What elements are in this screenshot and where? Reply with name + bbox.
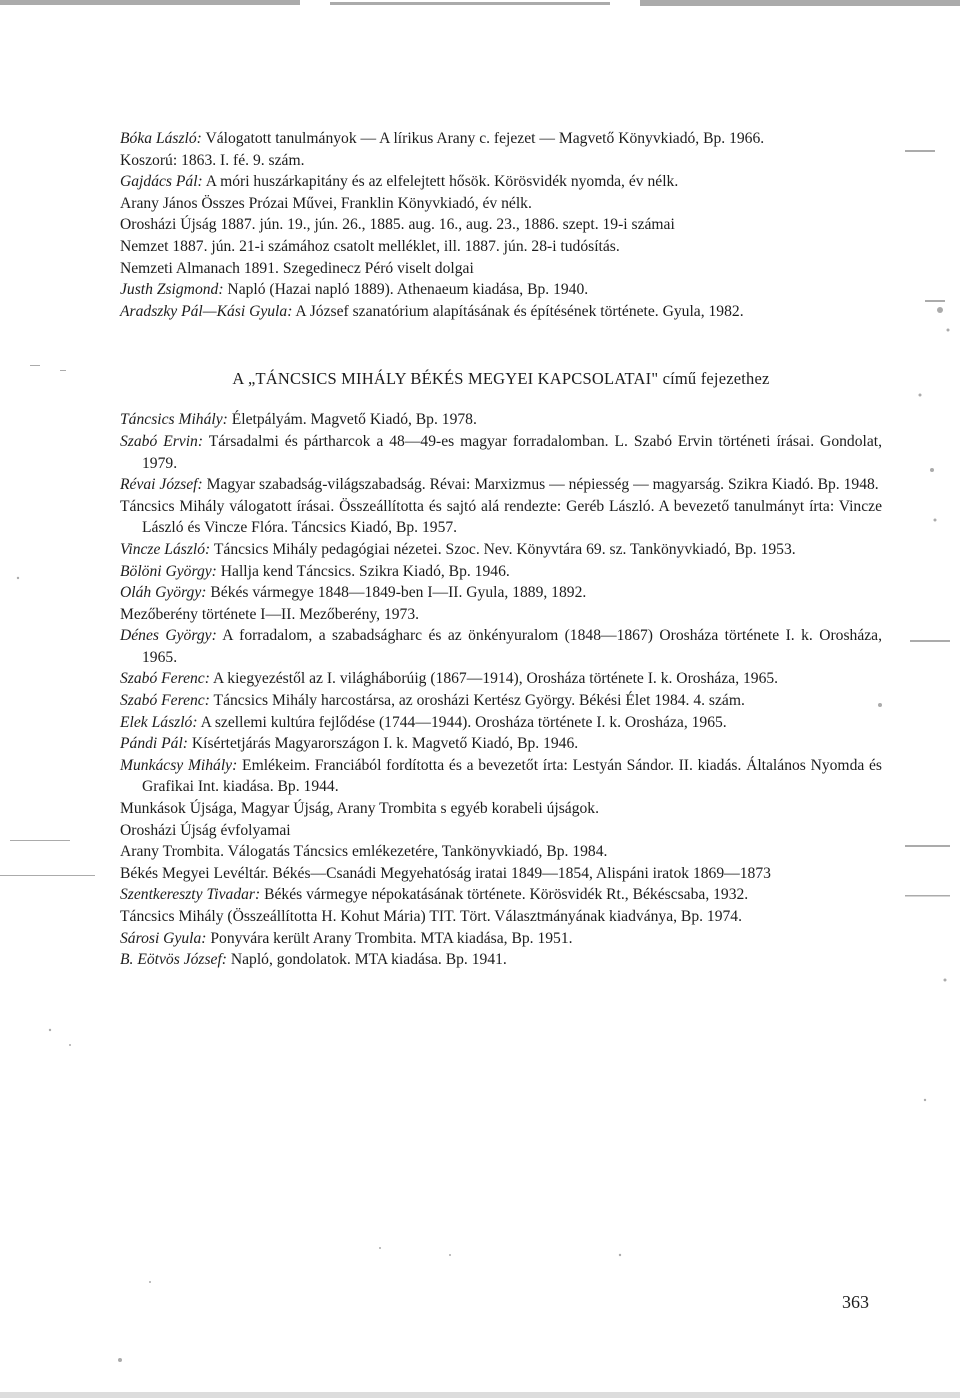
entry-author: Szabó Ervin: <box>120 432 204 450</box>
page-number: 363 <box>842 1292 869 1312</box>
bibliography-section-2 <box>120 409 882 970</box>
entry-text: Mezőberény története I—II. Mezőberény, 1973. <box>120 605 420 623</box>
entry-text: Békés vármegye népokatásának története. Körösvidék Rt., Békéscsaba, 1932. <box>260 886 749 904</box>
bibliography-entry <box>120 409 882 431</box>
bibliography-entry <box>120 128 882 150</box>
bibliography-section-1 <box>120 128 882 322</box>
bibliography-entry <box>120 884 882 906</box>
entry-text: A forradalom, a szabadságharc és az önkényuralom (1848—1867) Orosháza története I. k. Orosháza, 1965. <box>142 627 882 666</box>
bibliography-entry <box>120 236 882 258</box>
entry-text: Orosházi Újság 1887. jún. 19., jún. 26., 1885. aug. 16., aug. 23., 1886. szept. 19-i számai <box>120 216 675 234</box>
entry-author: B. Eötvös József: <box>120 951 227 969</box>
entry-author: Pándi Pál: <box>120 735 188 753</box>
entry-author: Táncsics Mihály: <box>120 411 228 429</box>
bibliography-entry <box>120 906 882 928</box>
entry-text: Táncsics Mihály válogatott írásai. Összeállította és sajtó alá rendezte: Geréb László. A bevezető tanulmányt írta: Vincze László és Vincze Flóra. Táncsics Kiadó, Bp. 1957. <box>120 497 882 537</box>
bibliography-entry <box>120 625 882 668</box>
bibliography-entry <box>120 496 882 539</box>
bibliography-entry <box>120 431 882 474</box>
entry-text: Békés Megyei Levéltár. Békés—Csanádi Megyehatóság iratai 1849—1854, Alispáni iratok 1869—1873 <box>120 864 771 882</box>
bibliography-entry <box>120 258 882 280</box>
entry-author: Dénes György: <box>120 627 217 645</box>
bibliography-entry <box>120 474 882 496</box>
entry-author: Bóka László: <box>120 130 202 147</box>
bibliography-entry <box>120 668 882 690</box>
entry-text: A József szanatórium alapításának és építésének története. Gyula, 1982. <box>292 302 744 320</box>
entry-text: Arany Trombita. Válogatás Táncsics emlékezetére, Tankönyvkiadó, Bp. 1984. <box>120 843 608 861</box>
bibliography-entry <box>120 733 882 755</box>
bibliography-entry <box>120 841 882 863</box>
entry-text: Kísértetjárás Magyarországon I. k. Magvető Kiadó, Bp. 1946. <box>188 735 579 753</box>
entry-text: Munkások Újsága, Magyar Újság, Arany Trombita s egyéb korabeli újságok. <box>120 800 600 818</box>
bibliography-entry <box>120 150 882 172</box>
entry-text: Nemzet 1887. jún. 21-i számához csatolt melléklet, ill. 1887. jún. 28-i tudósítás. <box>120 237 620 255</box>
entry-author: Vincze László: <box>120 540 211 558</box>
entry-text: Koszorú: 1863. I. fé. 9. szám. <box>120 151 305 169</box>
bibliography-entry <box>120 539 882 561</box>
entry-author: Gajdács Pál: <box>120 173 203 191</box>
entry-text: Táncsics Mihály harcostársa, az orosházi Kertész György. Békési Élet 1984. 4. szám. <box>209 692 745 710</box>
entry-author: Bölöni György: <box>120 562 217 580</box>
bibliography-entry <box>120 690 882 712</box>
bibliography-entry <box>120 561 882 583</box>
bibliography-entry <box>120 193 882 215</box>
entry-author: Révai József: <box>120 476 203 494</box>
entry-text: A móri huszárkapitány és az elfelejtett hősök. Körösvidék nyomda, év nélk. <box>202 173 679 191</box>
entry-author: Munkácsy Mihály: <box>120 756 238 774</box>
bibliography-entry <box>120 171 882 193</box>
bibliography-entry <box>120 928 882 950</box>
bibliography-entry <box>120 755 882 798</box>
entry-text: Napló (Hazai napló 1889). Athenaeum kiadása, Bp. 1940. <box>223 281 589 299</box>
bibliography-entry <box>120 949 882 971</box>
entry-author: Justh Zsigmond: <box>120 281 224 299</box>
entry-text: A kiegyezéstől az I. világháborúig (1867—1914), Orosháza története I. k. Orosháza, 1965. <box>209 670 779 688</box>
bibliography-entry <box>120 798 882 820</box>
entry-author: Szabó Ferenc: <box>120 670 210 688</box>
entry-text: Életpályám. Magvető Kiadó, Bp. 1978. <box>227 411 477 429</box>
entry-text: Táncsics Mihály (Összeállította H. Kohut Mária) TIT. Tört. Választmányának kiadványa, Bp. 1974. <box>120 908 743 925</box>
entry-text: Válogatott tanulmányok — A lírikus Arany c. fejezet — Magvető Könyvkiadó, Bp. 1966. <box>201 130 765 147</box>
entry-text: Ponyvára került Arany Trombita. MTA kiadása, Bp. 1951. <box>206 929 573 947</box>
bibliography-page <box>120 128 882 971</box>
entry-text: Hallja kend Táncsics. Szikra Kiadó, Bp. 1946. <box>216 562 510 580</box>
entry-author: Aradszky Pál—Kási Gyula: <box>120 302 293 320</box>
bibliography-entry <box>120 712 882 734</box>
bibliography-entry <box>120 863 882 885</box>
bibliography-entry <box>120 820 882 842</box>
entry-text: Társadalmi és pártharcok a 48—49-es magyar forradalomban. L. Szabó Ervin történeti írásai. Gondolat, 1979. <box>142 432 882 472</box>
entry-text: Emlékeim. Franciából fordította és a bevezetőt írta: Lestyán Sándor. II. kiadás. Általános Nyomda és Grafikai Int. kiadása. Bp. 1944. <box>142 756 882 796</box>
entry-text: A szellemi kultúra fejlődése (1744—1944). Orosháza története I. k. Orosháza, 1965. <box>197 713 727 731</box>
entry-author: Sárosi Gyula: <box>120 929 207 947</box>
entry-text: Nemzeti Almanach 1891. Szegedinecz Péró viselt dolgai <box>120 259 474 277</box>
entry-text: Orosházi Újság évfolyamai <box>120 821 291 839</box>
bibliography-entry <box>120 214 882 236</box>
bibliography-entry <box>120 582 882 604</box>
entry-text: Táncsics Mihály pedagógiai nézetei. Szoc. Nev. Könyvtára 69. sz. Tankönyvkiadó, Bp. 1953. <box>210 540 796 558</box>
entry-text: Napló, gondolatok. MTA kiadása. Bp. 1941. <box>226 951 507 969</box>
entry-author: Oláh György: <box>120 584 207 602</box>
entry-author: Szentkereszty Tivadar: <box>120 886 261 904</box>
bibliography-entry <box>120 279 882 301</box>
entry-author: Elek László: <box>120 713 198 731</box>
bibliography-entry <box>120 301 882 323</box>
entry-text: Arany János Összes Prózai Művei, Franklin Könyvkiadó, év nélk. <box>120 194 532 212</box>
section-heading: A „TÁNCSICS MIHÁLY BÉKÉS MEGYEI KAPCSOLATAI" című fejezethez <box>232 369 770 389</box>
entry-author: Szabó Ferenc: <box>120 692 210 710</box>
entry-text: Magyar szabadság-világszabadság. Révai: Marxizmus — népiesség — magyarság. Szikra Kiadó. Bp. 1948. <box>202 476 879 494</box>
bibliography-entry <box>120 604 882 626</box>
entry-text: Békés vármegye 1848—1849-ben I—II. Gyula, 1889, 1892. <box>206 584 587 602</box>
